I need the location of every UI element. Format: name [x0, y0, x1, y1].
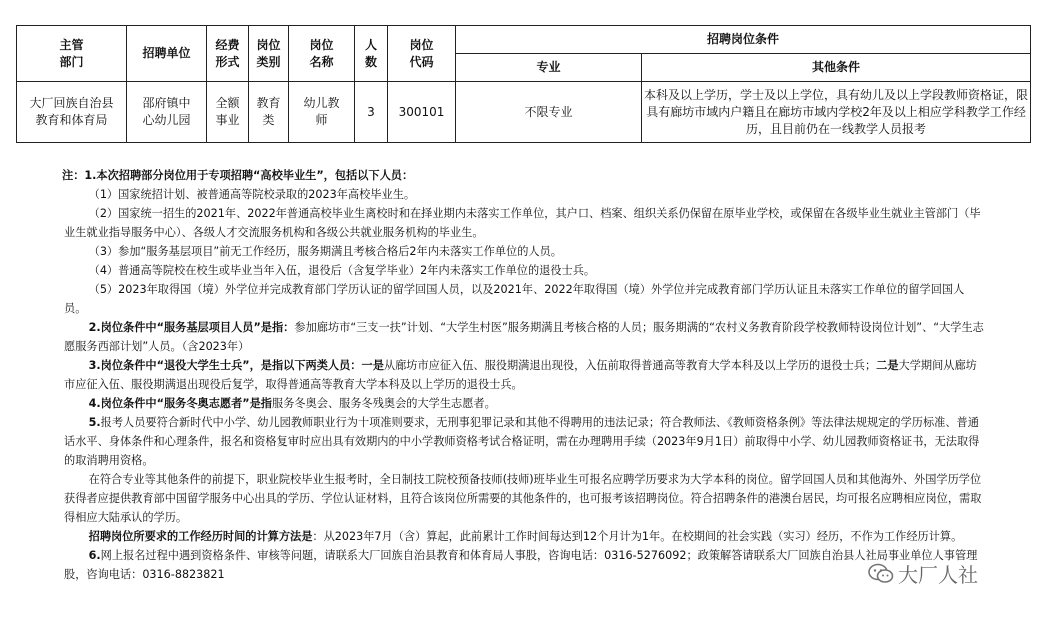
note-calc: [64, 527, 984, 546]
recruitment-table-wrap: [16, 25, 1030, 143]
cell-major: 不限专业: [456, 82, 642, 143]
cell-post-name: 幼儿教 师: [289, 82, 355, 143]
note-5: [64, 413, 984, 470]
note-3-second-marker: 二是: [876, 359, 899, 372]
note-extra-paragraph: 在符合专业等其他条件的前提下，职业院校毕业生报考时，全日制技工院校预备技师(技师)班毕业生可报名应聘学历要求为大学本科的岗位。留学回国人员和其他海外、外国学历学位获得者应提供教育部中国留学服务中心出具的学历、学位认证材料，且符合该岗位所需要的其他条件的，也可报考该招聘岗位。符合招聘条件的港澳台居民，均可报名应聘相应岗位，需取得相应大陆承认的学历。: [64, 473, 982, 524]
note-calc-text: ：从2023年7月（含）算起，此前累计工作时间每达到12个月计为1年。在校期间的社会实践（实习）经历，不作为工作经历计算。: [312, 530, 963, 543]
note-1-item: （1）国家统招计划、被普通高等院校录取的2023年高校毕业生。: [88, 188, 416, 201]
cell-count: 3: [355, 82, 388, 143]
cell-dept: 大厂回族自治县 教育和体育局: [17, 82, 127, 143]
note-3-first-marker: 一是: [361, 359, 384, 372]
note-1-lead: 注：1.本次招聘部分岗位用于专项招聘“高校毕业生”，包括以下人员：: [62, 169, 414, 182]
header-count: 人 数: [355, 26, 388, 82]
note-3-text-2: 大学期间从廊坊市应征入伍、服役期满退出现役后复学，取得普通高等教育大学本科及以上学历的退役士兵。: [64, 359, 977, 391]
note-calc-lead: 招聘岗位所要求的工作经历时间的计算方法是: [88, 530, 313, 543]
header-dept: 主管 部门: [17, 26, 127, 82]
header-category: 岗位 类别: [249, 26, 289, 82]
notes-section: [64, 166, 984, 584]
header-other: 其他条件: [642, 54, 1031, 82]
note-5-text: 报考人员要符合新时代中小学、幼儿园教师职业行为十项准则要求，无刑事犯罪记录和其他不得聘用的违法记录；符合教师法、《教师资格条例》等法律法规规定的学历标准、普通话水平、身体条件和心理条件，报名和资格复审时应出具有效期内的中小学教师资格考试合格证明，需在办理聘用手续（2023年9月1日）前取得中小学、幼儿园教师资格证书，无法取得的取消聘用资格。: [64, 416, 980, 467]
header-unit: 招聘单位: [127, 26, 207, 82]
note-4-text: 服务冬奥会、服务冬残奥会的大学生志愿者。: [272, 397, 496, 410]
watermark: [868, 559, 978, 588]
cell-category: 教育 类: [249, 82, 289, 143]
note-1-item: （2）国家统一招生的2021年、2022年普通高校毕业生离校时和在择业期内未落实工作单位，其户口、档案、组织关系仍保留在原毕业学校，或保留在各级毕业生就业主管部门（毕业生就业指导服务中心）、各级人才交流服务机构和各级公共就业服务机构的毕业生。: [64, 207, 981, 239]
note-2-lead: 2.岗位条件中“服务基层项目人员”是指：: [88, 321, 295, 334]
cell-other-conditions: 本科及以上学历，学士及以上学位，具有幼儿及以上学段教师资格证，限具有廊坊市域内户籍且在廊坊市域内学校2年及以上相应学科教学工作经历，且目前仍在一线教学人员报考: [642, 82, 1031, 143]
note-1-item: （3）参加“服务基层项目”前无工作经历，服务期满且考核合格后2年内未落实工作单位的人员。: [88, 245, 562, 258]
recruitment-table: [16, 25, 1031, 143]
note-4: [64, 394, 984, 413]
wechat-icon: [868, 563, 894, 585]
note-3-lead: 3.岗位条件中“退役大学生士兵”，是指以下两类人员：: [88, 359, 362, 372]
cell-funding: 全额 事业: [207, 82, 249, 143]
cell-unit: 邵府镇中 心幼儿园: [127, 82, 207, 143]
note-2: [64, 318, 984, 356]
header-post-name: 岗位 名称: [289, 26, 355, 82]
header-major: 专业: [456, 54, 642, 82]
header-conditions: 招聘岗位条件: [456, 26, 1031, 54]
note-5-lead: 5.: [88, 416, 101, 429]
header-funding: 经费 形式: [207, 26, 249, 82]
note-1-item: （5）2023年取得国（境）外学位并完成教育部门学历认证的留学回国人员，以及2021年、2022年取得国（境）外学位并完成教育部门学历认证且未落实工作单位的留学回国人员。: [64, 283, 965, 315]
header-code: 岗位 代码: [388, 26, 456, 82]
note-3: [64, 356, 984, 394]
note-6-lead: 6.: [88, 549, 101, 562]
note-6: [64, 546, 984, 584]
note-3-text-1: 从廊坊市应征入伍、服役期满退出现役，入伍前取得普通高等教育大学本科及以上学历的退役士兵；: [383, 359, 877, 372]
cell-code: 300101: [388, 82, 456, 143]
note-1-item: （4）普通高等院校在校生或毕业当年入伍，退役后（含复学毕业）2年内未落实工作单位的退役士兵。: [88, 264, 596, 277]
table-row: [17, 82, 1031, 143]
note-4-lead: 4.岗位条件中“服务冬奥志愿者”是指: [88, 397, 272, 410]
note-2-text: 参加廊坊市“三支一扶”计划、“大学生村医”服务期满且考核合格的人员；服务期满的“农村义务教育阶段学校教师特设岗位计划”、“大学生志愿服务西部计划”人员。（含2023年）: [64, 321, 984, 353]
watermark-text: 大厂人社: [898, 563, 978, 587]
note-6-text: 网上报名过程中遇到资格条件、审核等问题，请联系大厂回族自治县教育和体育局人事股，咨询电话：0316-5276092；政策解答请联系大厂回族自治县人社局事业单位人事管理股，咨询电话：0316-8823821: [64, 549, 978, 581]
